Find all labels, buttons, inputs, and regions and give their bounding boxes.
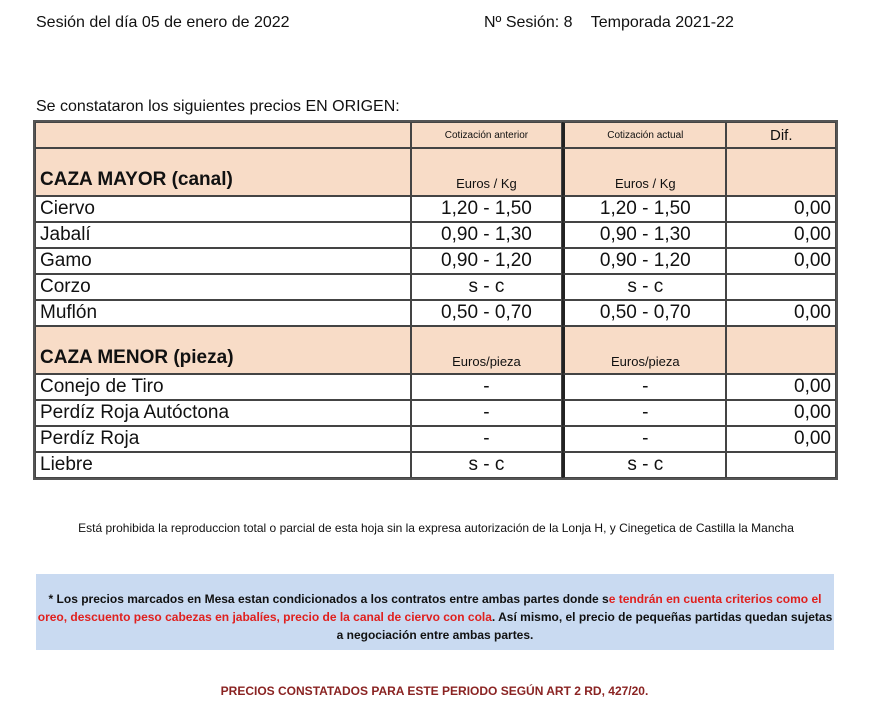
price-curr: 0,50 - 0,70 [562,300,726,326]
unit-diff-blank [726,326,836,374]
price-diff: 0,00 [726,300,836,326]
price-curr: s - c [562,452,726,478]
table-row [35,426,836,452]
price-prev: 0,90 - 1,30 [411,222,562,248]
conditions-text-1: * Los precios marcados en Mesa estan condicionados a los contratos entre ambas partes donde s [48,592,609,606]
species-name: Muflón [35,300,411,326]
reproduction-notice: Está prohibida la reproduccion total o parcial de esta hoja sin la expresa autorización de la Lonja H, y Cinegetica de Castilla la Mancha [78,521,794,535]
table-row [35,196,836,222]
section-title: CAZA MENOR (pieza) [35,326,411,374]
price-curr: 0,90 - 1,20 [562,248,726,274]
price-diff: 0,00 [726,222,836,248]
table-row [35,300,836,326]
unit-curr: Euros/pieza [562,326,726,374]
species-name: Conejo de Tiro [35,374,411,400]
species-name: Jabalí [35,222,411,248]
unit-prev: Euros/pieza [411,326,562,374]
species-name: Ciervo [35,196,411,222]
price-diff: 0,00 [726,248,836,274]
table-row [35,222,836,248]
price-diff: 0,00 [726,196,836,222]
conditions-text-red: e tendrán en cuenta criterios como el oreo, descuento peso cabezas en jabalíes, precio de la canal de ciervo con cola [37,592,822,624]
unit-diff-blank [726,148,836,196]
table-row [35,374,836,400]
price-prev: 0,90 - 1,20 [411,248,562,274]
price-diff [726,452,836,478]
price-curr: - [562,374,726,400]
col-prev-header: Cotización anterior [411,122,562,148]
price-prev: - [411,374,562,400]
table-row [35,274,836,300]
species-name: Liebre [35,452,411,478]
header-blank-cell [35,122,411,148]
price-prev: s - c [411,274,562,300]
conditions-text-3: . Así mismo, el precio de pequeñas partidas quedan sujetas a negociación entre ambas partes. [336,610,833,642]
price-curr: - [562,400,726,426]
table-row [35,248,836,274]
session-info [484,14,748,32]
conditions-box [36,574,834,650]
session-date: Sesión del día 05 de enero de 2022 [36,14,290,31]
col-curr-header: Cotización actual [562,122,726,148]
price-curr: 0,90 - 1,30 [562,222,726,248]
section-row-caza-mayor [35,148,836,196]
price-diff [726,274,836,300]
price-curr: 1,20 - 1,50 [562,196,726,222]
price-diff: 0,00 [726,374,836,400]
intro-text: Se constataron los siguientes precios EN ORIGEN: [36,98,400,115]
price-prev: - [411,426,562,452]
season-label: Temporada 2021-22 [590,14,734,31]
species-name: Gamo [35,248,411,274]
table-row [35,452,836,478]
section-title: CAZA MAYOR (canal) [35,148,411,196]
species-name: Perdíz Roja Autóctona [35,400,411,426]
price-diff: 0,00 [726,400,836,426]
price-table [33,120,838,480]
species-name: Perdíz Roja [35,426,411,452]
section-row-caza-menor [35,326,836,374]
col-diff-header: Dif. [726,122,836,148]
price-curr: s - c [562,274,726,300]
price-diff: 0,00 [726,426,836,452]
price-prev: 1,20 - 1,50 [411,196,562,222]
species-name: Corzo [35,274,411,300]
table-row [35,400,836,426]
footer-legal-note: PRECIOS CONSTATADOS PARA ESTE PERIODO SEGÚN ART 2 RD, 427/20. [220,684,649,698]
price-prev: 0,50 - 0,70 [411,300,562,326]
price-curr: - [562,426,726,452]
price-prev: s - c [411,452,562,478]
price-prev: - [411,400,562,426]
table-header-row [35,122,836,148]
session-number: Nº Sesión: 8 [484,14,573,31]
unit-curr: Euros / Kg [562,148,726,196]
unit-prev: Euros / Kg [411,148,562,196]
